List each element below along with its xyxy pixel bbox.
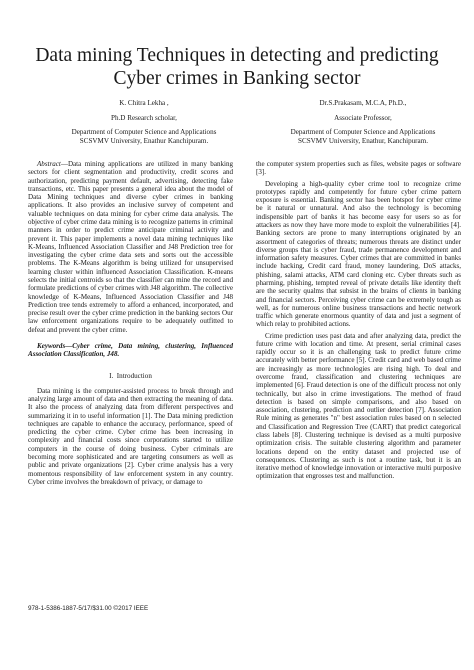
author-role: Ph.D Research scholar, bbox=[111, 113, 177, 122]
left-column bbox=[28, 160, 233, 486]
keywords bbox=[28, 342, 233, 359]
keywords-text: —Cyber crime, Data mining, clustering, Influenced Association Classification, J48. bbox=[28, 341, 233, 359]
abstract bbox=[28, 160, 233, 334]
author-2 bbox=[258, 99, 468, 145]
section-title: Introduction bbox=[116, 372, 152, 381]
author-role: Associate Professor, bbox=[334, 113, 392, 122]
author-name: K. Chitra Lekha , bbox=[119, 99, 169, 107]
author-name: Dr.S.Prakasam, M.C.A, Ph.D., bbox=[319, 99, 407, 107]
abstract-text: —Data mining applications are utilized in many banking sectors for client segmentation and productivity, credit scores and authorization, predicting payment default, advertising, detecting fake transactions, etc. This paper presents a general idea about the model of Data Mining techniques and diverse cyber crimes in banking applications. It also provides an inclusive survey of competent and valuable techniques on data mining for cyber crime data analysis. The objective of cyber crime data mining is to recognize patterns in criminal manners in order to predict crime anticipate criminal activity and prevent it. This paper implements a novel data mining techniques like K-Means, Influenced Association Classifier and J48 Prediction tree for investigating the cyber crime data sets and sorts out the accessible problems. The K-Means algorithm is being utilized for unsupervised learning cluster within influenced Association Classification. K-means selects the initial centroids so that the classifier can mine the record and formulate predictions of cyber crimes with J48 algorithm. The collective knowledge of K-Means, Influenced Association Classifier and J48 Prediction tree tends extremely to afford a enhanced, incorporated, and precise result over the cyber crime prediction in the banking sectors Our law enforcement organizations require to be adequately outfitted to defeat and prevent the cyber crime. bbox=[28, 160, 233, 334]
copyright-footer: 978-1-5386-1887-5/17/$31.00 ©2017 IEEE bbox=[28, 605, 149, 612]
author-department: Department of Computer Science and Applications bbox=[290, 128, 436, 137]
right-paragraph-1: Developing a high-quality cyber crime tool to recognize crime prototypes rapidly and competently for future cyber crime pattern exposure is essential. Banking sector has been hotspot for cyber crime be it natural or unnatural. And also the technology is becoming indispensible part of banks it has become easy for users so as for attackers as now they have more mode to exploit the vulnerabilities [4]. Banking sectors are prone to many interruptions originated by an assortment of categories of threats; numerous threats are distinct under diverse groups that is cyber fraud, trade permanence development and information safety measures. Cyber crimes that are committed in banks include hacking, Credit card fraud, money laundering, DoS attacks, phishing, salami attacks, ATM card cloning etc. Cyber threats such as pharming, phishing, tempted reveal of private details like identity theft are the security qualms that subsist in the brains of clients in banking and financial sectors. Perceiving cyber crime can be extremely tough as well, as for numerous online business transactions and hectic network traffic which generate enormous quantity of data and just a segment of which relay to prohibited actions. bbox=[256, 179, 461, 329]
author-affiliation: SCSVMV University, Enathur Kanchipuram. bbox=[79, 136, 209, 145]
section-heading bbox=[28, 372, 233, 380]
title-line-1: Data mining Techniques in detecting and predicting bbox=[35, 45, 439, 66]
abstract-label: Abstract bbox=[37, 160, 61, 168]
paper-title bbox=[0, 44, 474, 90]
keywords-label: Keywords bbox=[37, 341, 66, 350]
section-number: I. bbox=[109, 372, 114, 381]
intro-paragraph: Data mining is the computer-assisted process to break through and analyzing large amount of data and then extracting the meaning of data. It also the process of analyzing data from different perspectives and summarizing it in to useful information [1]. The Data mining prediction techniques are capable to enhance the accuracy, performance, speed of predicting the cyber crime. Cyber crime has been increasing in complexity and financial costs since corporations started to utilize computers in the course of doing business. Cyber criminals are becoming more sophisticated and are targeting consumers as well as public and private organizations [2]. Cyber crime analysis has a very momentous responsibility of law enforcement system in any country. Cyber crime involves the breakdown of privacy, or damage to bbox=[28, 386, 233, 486]
author-department: Department of Computer Science and Applications bbox=[71, 128, 217, 137]
author-1 bbox=[39, 99, 249, 145]
author-affiliation: SCSVMV University, Enathur, Kanchipuram. bbox=[298, 136, 428, 145]
title-line-2: Cyber crimes in Banking sector bbox=[113, 68, 361, 89]
right-paragraph-0: the computer system properties such as files, website pages or software [3]. bbox=[256, 160, 461, 177]
right-paragraph-2: Crime prediction uses past data and after analyzing data, predict the future crime with location and time. At present, serial criminal cases rapidly occur so it is an challenging task to predict future crime accurately with better performance [5]. Credit card and web based crime are increasingly as more technologies are rising high. To deal and overcome fraud, classification and clustering techniques are implemented [6]. Fraud detection is one of the difficult process not only technically, but also in crime investigations. The method of fraud detection is based on simple comparisons, and also based on association, clustering, prediction and outlier detection [7]. Association Rule mining as generates "n" best association rules based on n selected and Classification and Regression Tree (CART) that predict categorical class labels [8]. Clustering technique is devised as a multi purposive optimization crisis. The suitable clustering algorithm and parameter locations depend on the entity dataset and projected use of consequences. Clustering as such is not a routine task, but it is an iterative method of knowledge innovation or interactive multi purposive optimization that engrosses test and malfunction. bbox=[256, 331, 461, 481]
right-column bbox=[256, 160, 461, 481]
